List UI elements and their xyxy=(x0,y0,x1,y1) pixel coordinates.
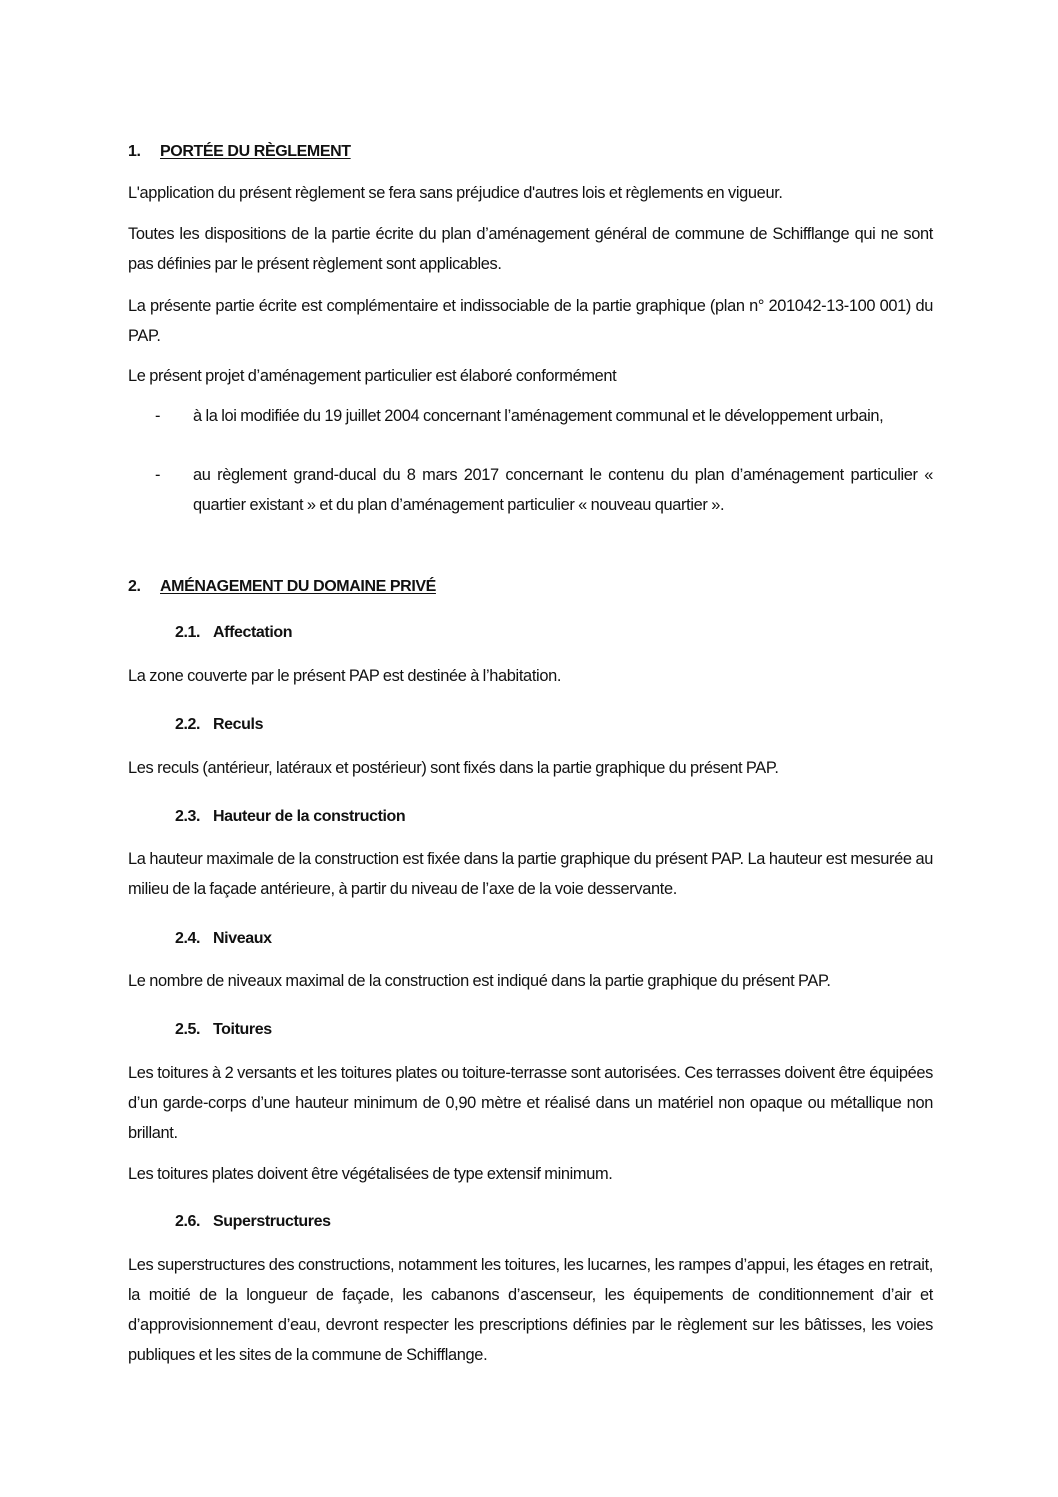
bullet-dash: - xyxy=(155,466,161,484)
section-title: PORTÉE DU RÈGLEMENT xyxy=(160,143,351,160)
subsection-title: Superstructures xyxy=(213,1213,331,1230)
paragraph: Les reculs (antérieur, latéraux et postérieur) sont fixés dans la partie graphique du présent PAP. xyxy=(128,759,779,777)
subsection-2-1-heading xyxy=(175,624,292,642)
subsection-2-3-heading xyxy=(175,808,405,826)
subsection-2-4-heading xyxy=(175,930,272,948)
subsection-number: 2.3. xyxy=(175,808,201,825)
paragraph: Le présent projet d’aménagement particulier est élaboré conformément xyxy=(128,367,617,385)
paragraph: Les toitures plates doivent être végétalisées de type extensif minimum. xyxy=(128,1165,613,1183)
paragraph: L'application du présent règlement se fera sans préjudice d'autres lois et règlements en vigueur. xyxy=(128,184,783,202)
subsection-title: Affectation xyxy=(213,624,293,641)
section-2-heading xyxy=(128,578,436,596)
section-1-heading xyxy=(128,143,351,161)
subsection-number: 2.5. xyxy=(175,1021,201,1038)
subsection-2-6-heading xyxy=(175,1213,331,1231)
paragraph: Le nombre de niveaux maximal de la construction est indiqué dans la partie graphique du présent PAP. xyxy=(128,972,831,990)
subsection-2-5-heading xyxy=(175,1021,272,1039)
section-title: AMÉNAGEMENT DU DOMAINE PRIVÉ xyxy=(160,578,436,595)
subsection-title: Reculs xyxy=(213,716,264,733)
section-number: 2. xyxy=(128,578,141,595)
list-item-text: au règlement grand-ducal du 8 mars 2017 concernant le contenu du plan d’aménagement particulier « quartier existant » et du plan d’aménagement particulier « nouveau quartier ». xyxy=(193,466,933,514)
subsection-title: Hauteur de la construction xyxy=(213,808,406,825)
paragraph: Les toitures à 2 versants et les toitures plates ou toiture-terrasse sont autorisées. Ces terrasses doivent être équipées d’un garde-corps d’une hauteur minimum de 0,90 mètre et réalisé dans un matériel non opaque ou métallique non brillant. xyxy=(128,1064,933,1142)
bullet-dash: - xyxy=(155,407,161,425)
paragraph: Les superstructures des constructions, notamment les toitures, les lucarnes, les rampes d’appui, les étages en retrait, la moitié de la longueur de façade, les cabanons d’ascenseur, les équipements de conditionnement d’air et d’approvisionnement d’eau, devront respecter les prescriptions définies par le règlement sur les bâtisses, les voies publiques et les sites de la commune de Schifflange. xyxy=(128,1256,933,1364)
paragraph: La présente partie écrite est complémentaire et indissociable de la partie graphique (plan n° 201042-13-100 001) du PAP. xyxy=(128,297,933,345)
subsection-2-2-heading xyxy=(175,716,263,734)
subsection-number: 2.1. xyxy=(175,624,201,641)
subsection-number: 2.6. xyxy=(175,1213,201,1230)
subsection-number: 2.2. xyxy=(175,716,201,733)
paragraph: La hauteur maximale de la construction est fixée dans la partie graphique du présent PAP. La hauteur est mesurée au milieu de la façade antérieure, à partir du niveau de l’axe de la voie desservante. xyxy=(128,850,933,898)
subsection-title: Niveaux xyxy=(213,930,272,947)
paragraph: Toutes les dispositions de la partie écrite du plan d’aménagement général de commune de Schifflange qui ne sont pas définies par le présent règlement sont applicables. xyxy=(128,225,933,273)
section-number: 1. xyxy=(128,143,141,160)
subsection-number: 2.4. xyxy=(175,930,201,947)
list-item-text: à la loi modifiée du 19 juillet 2004 concernant l’aménagement communal et le développement urbain, xyxy=(193,407,884,425)
paragraph: La zone couverte par le présent PAP est destinée à l’habitation. xyxy=(128,667,562,685)
subsection-title: Toitures xyxy=(213,1021,272,1038)
